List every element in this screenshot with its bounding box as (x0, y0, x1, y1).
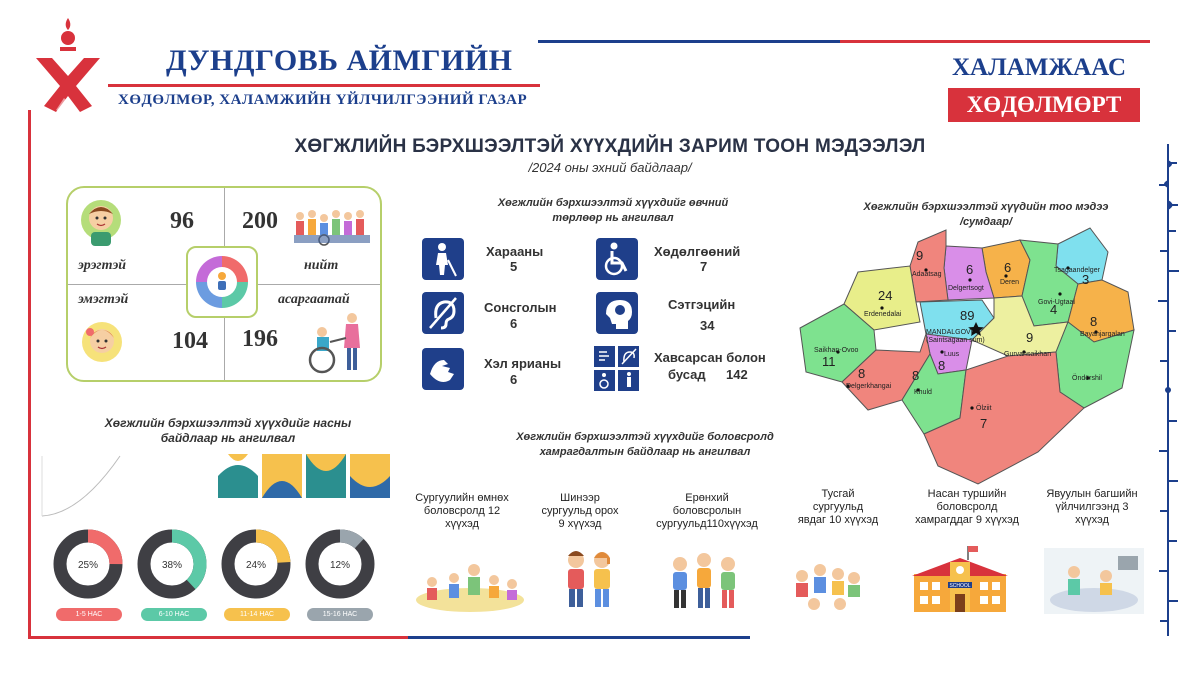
slogan-line2: ХӨДӨЛМӨРТ (948, 88, 1140, 122)
disease-value-mobility: 7 (700, 259, 708, 274)
disease-value-hearing: 6 (510, 316, 518, 331)
new-students-illustration (556, 548, 622, 614)
map-heading-line2: /сумдаар/ (959, 216, 1013, 228)
frame-bottom-blue-line (408, 636, 750, 639)
edu-special-line1: Тусгай (821, 488, 855, 500)
disease-label-speech: Хэл ярианы (484, 356, 562, 371)
edu-preschool-label (404, 492, 520, 531)
edu-special-line2: сургуульд (812, 501, 864, 513)
map-num-adaatsag: 9 (916, 248, 924, 263)
edu-preschool-line1: Сургуулийн өмнөх (415, 492, 509, 504)
map-num-luus: 8 (938, 358, 946, 373)
edu-general-label (640, 492, 774, 531)
map-num-erdenedalai: 24 (878, 288, 893, 303)
edu-general-line1: Ерөнхий (685, 492, 729, 504)
edu-preschool-line2: боловсролд 12 (423, 505, 501, 517)
map-num-ulziit: 7 (980, 416, 988, 431)
map-name-adaatsag: Adaatsag (912, 271, 942, 278)
edu-lifelong-line1: Насан туршийн (927, 488, 1007, 500)
map-num-khuld: 8 (912, 368, 920, 383)
brain-head-icon (596, 292, 638, 334)
map-name-govi-ugtaal: Govi-Ugtaal (1038, 299, 1075, 306)
map-name-khuld: Khuld (914, 389, 932, 396)
edu-special-line3: явдаг 10 хүүхэд (797, 514, 879, 526)
preschool-kids-illustration (412, 552, 528, 614)
slogan-line1: ХАЛАМЖААС (952, 54, 1127, 81)
education-heading-line1: Хөгжлийн бэрхшээлтэй хүүхдийг боловсролд (516, 431, 774, 443)
edu-mobile-line1: Явуулын багшийн (1046, 488, 1138, 500)
edu-newschool-line3: 9 хүүхэд (558, 518, 602, 530)
map-num-mandalgovi: 89 (960, 308, 975, 323)
edu-lifelong-line2: боловсролд (936, 501, 998, 513)
age-pill-6-10: 6-10 НАС (141, 608, 207, 621)
family-circle-icon (186, 246, 258, 318)
edu-special-label (786, 488, 890, 527)
main-subtitle: /2024 оны эхний байдлаар/ (528, 160, 692, 175)
edu-mobile-line3: хүүхэд (1075, 514, 1109, 526)
edu-lifelong-line3: хамрагддаг 9 хүүхэд (915, 514, 1019, 526)
edu-newschool-line2: сургуульд орох (541, 505, 619, 517)
map-name-saikhan-ovoo: Saikhan-Ovoo (814, 347, 859, 354)
map-num-delgertsogt: 6 (966, 262, 974, 277)
education-section-heading (500, 430, 790, 460)
female-label: эмэгтэй (78, 292, 129, 307)
frame-bottom-red-line (28, 636, 408, 639)
disease-value-mental: 34 (700, 318, 715, 333)
disease-value-speech: 6 (510, 372, 518, 387)
map-name-luus: Luus (944, 351, 960, 358)
age-heading-line1: Хөгжлийн бэрхшээлтэй хүүхдийг насны (104, 416, 352, 430)
map-name-tsagaandelger: Tsagaandelger (1054, 267, 1100, 274)
map-name-bayanjargalan: Bayanjargalan (1080, 331, 1125, 338)
blind-person-icon (422, 238, 464, 280)
school-sign-text: SCHOOL (949, 583, 971, 589)
map-name-delgertsogt: Delgertsogt (948, 285, 984, 292)
wheelchair-caretaker-icon (300, 310, 370, 374)
dundgovi-map (798, 222, 1140, 490)
female-count: 104 (172, 328, 208, 354)
ministry-logo-icon (30, 14, 106, 114)
combined-disability-icon (594, 346, 640, 392)
male-count: 96 (170, 208, 194, 234)
disease-label-mental: Сэтгэцийн (668, 297, 736, 312)
caretaker-label: асаргаатай (278, 292, 350, 307)
donut-percent-label-0: 25% (77, 560, 99, 571)
mongolian-script-image (1150, 140, 1186, 640)
girl-avatar-icon (78, 316, 126, 366)
donut-percent-label-3: 12% (329, 560, 351, 571)
map-region-adaatsag (910, 230, 948, 302)
decorative-pattern-image (218, 454, 392, 498)
disease-label-combined-2: бусад (668, 367, 706, 382)
map-name-delgerkhangai: Delgerkhangai (846, 383, 892, 390)
map-name-deren: Deren (1000, 279, 1020, 286)
map-num-govi-ugtaal: 4 (1050, 302, 1058, 317)
map-num-gurvansaikhan: 9 (1026, 330, 1034, 345)
frame-top-blue-line (538, 40, 840, 43)
sign-language-icon (422, 348, 464, 390)
donut-percent-label-2: 24% (245, 560, 267, 571)
wheelchair-icon (596, 238, 638, 280)
org-subtitle: ХӨДӨЛМӨР, ХАЛАМЖИЙН ҮЙЛЧИЛГЭЭНИЙ ГАЗАР (118, 92, 528, 108)
education-heading-line2: хамрагдалтын байдлаар нь ангилвал (539, 446, 751, 458)
hearing-impaired-icon (422, 292, 464, 334)
map-name-ulziit: Ölziit (976, 405, 992, 412)
edu-newschool-label (532, 492, 628, 531)
age-section-heading (90, 416, 366, 446)
map-name-gurvansaikhan: Gurvansaikhan (1004, 351, 1052, 358)
disease-value-visual: 5 (510, 259, 518, 274)
edu-general-line2: боловсролын (672, 505, 742, 517)
main-title: ХӨГЖЛИЙН БЭРХШЭЭЛТЭЙ ХҮҮХДИЙН ЗАРИМ ТООН МЭДЭЭЛЭЛ (294, 136, 926, 157)
frame-top-red-line (840, 40, 1150, 43)
disease-heading-line1: Хөгжлийн бэрхшээлтэй хүүхдийг өвчний (497, 197, 729, 209)
edu-mobile-line2: үйлчилгээнд 3 (1055, 501, 1129, 513)
age-heading-line2: байдлаар нь ангилвал (160, 431, 296, 445)
disease-heading-line2: төрлөөр нь ангилвал (552, 212, 674, 224)
disease-label-hearing: Сонсголын (484, 300, 557, 315)
age-pill-15-16: 15-16 НАС (307, 608, 373, 621)
donut-percent-label-1: 38% (161, 560, 183, 571)
map-name-undurshil: Öndörshil (1072, 375, 1102, 382)
map-name2-mandalgovi: (Saintsagaan sum) (926, 337, 985, 344)
edu-preschool-line3: хүүхэд (445, 518, 479, 530)
map-num-tsagaandelger: 3 (1082, 272, 1090, 287)
org-title: ДУНДГОВЬ АЙМГИЙН (166, 44, 513, 77)
map-name-erdenedalai: Erdenedalai (864, 311, 902, 318)
decorative-lines-image (40, 454, 124, 518)
age-pill-11-14: 11-14 НАС (224, 608, 290, 621)
map-num-deren: 6 (1004, 260, 1012, 275)
male-label: эрэгтэй (78, 258, 127, 273)
total-count: 200 (242, 208, 278, 234)
frame-left-line (28, 110, 31, 638)
special-school-illustration (790, 556, 866, 614)
edu-general-line3: сургуульд110хүүхэд (656, 518, 758, 530)
general-school-illustration (666, 548, 746, 614)
map-num-delgerkhangai: 8 (858, 366, 866, 381)
total-label: нийт (304, 258, 339, 273)
edu-mobile-teacher-label (1034, 488, 1150, 527)
edu-lifelong-label (900, 488, 1034, 527)
disease-section-heading (456, 196, 770, 226)
map-num-saikhan-ovoo: 11 (822, 354, 836, 369)
school-building-illustration (910, 544, 1010, 614)
disease-value-combined: 142 (726, 367, 748, 382)
boy-avatar-icon (76, 196, 126, 252)
org-title-underline (108, 84, 540, 87)
map-heading-line1: Хөгжлийн бэрхшээлтэй хүүдийн тоо мэдээ (863, 201, 1109, 213)
age-pill-1-5: 1-5 НАС (56, 608, 122, 621)
caretaker-count: 196 (242, 326, 278, 352)
group-of-children-icon (292, 206, 372, 248)
map-name-mandalgovi: MANDALGOVI (926, 329, 973, 336)
disease-label-mobility: Хөдөлгөөний (654, 244, 741, 259)
edu-newschool-line1: Шинээр (560, 492, 600, 504)
disease-label-combined: Хавсарсан болон (654, 350, 766, 365)
home-teaching-illustration (1044, 548, 1144, 614)
map-num-bayanjargalan: 8 (1090, 314, 1098, 329)
disease-label-visual: Харааны (486, 244, 544, 259)
